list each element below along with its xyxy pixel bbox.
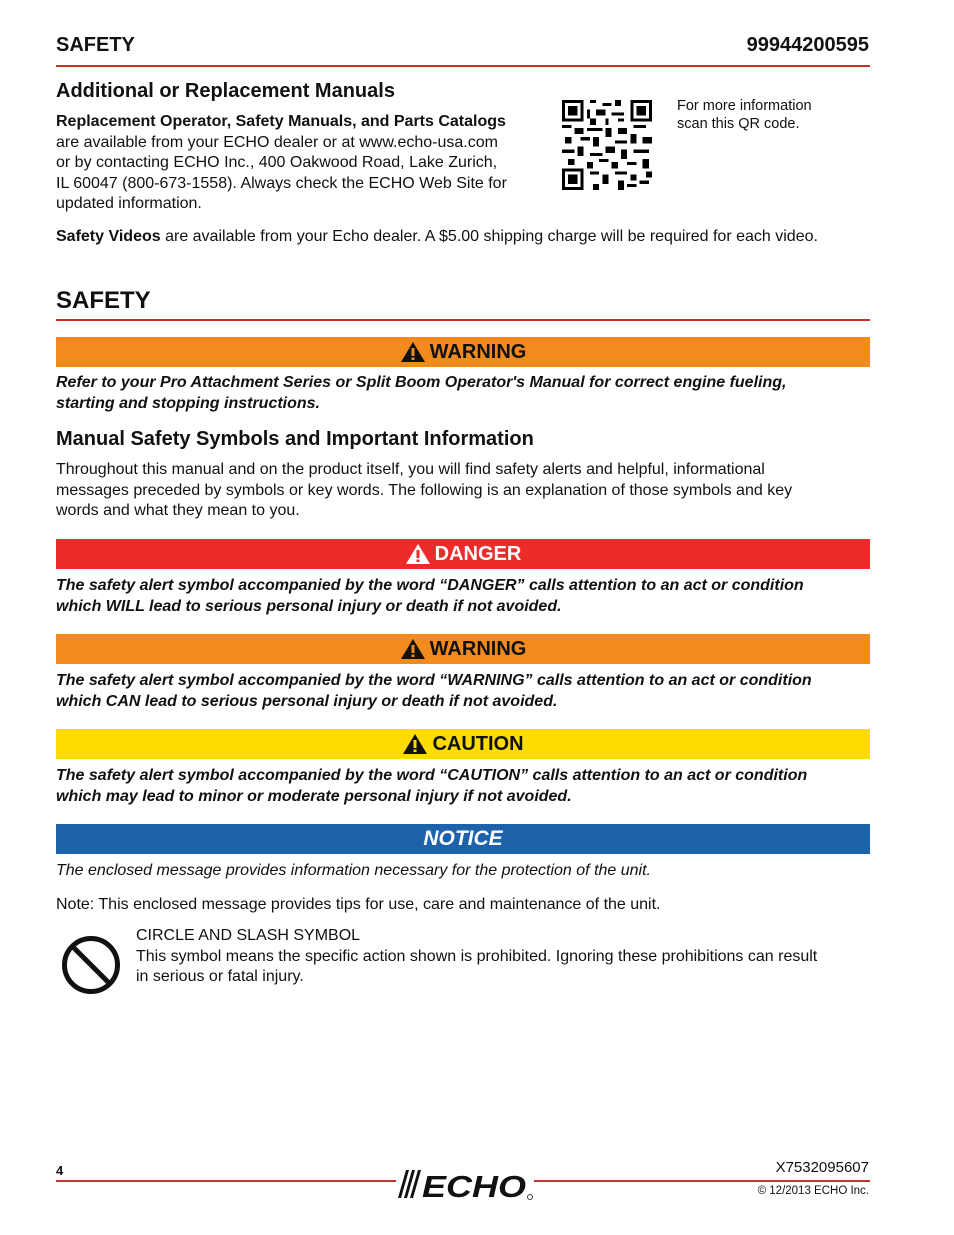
echo-logo — [396, 1166, 536, 1200]
warning-definition-banner — [56, 634, 870, 664]
footer-rule-left — [56, 1180, 396, 1182]
warning-definition-message — [56, 671, 870, 712]
circle-symbol-line: in serious or fatal injury. — [136, 968, 304, 985]
qr-note-line: For more information — [677, 98, 812, 114]
copyright: © 12/2013 ECHO Inc. — [757, 1185, 869, 1197]
page-number: 4 — [56, 1163, 64, 1178]
danger-message-line: which WILL lead to serious personal injury or death if not avoided. — [56, 597, 562, 615]
manuals-line: or by contacting ECHO Inc., 400 Oakwood Road, Lake Zurich, — [56, 154, 498, 171]
warning-banner — [56, 337, 870, 367]
circle-symbol-description — [136, 926, 876, 988]
warning-message-line: Refer to your Pro Attachment Series or Split Boom Operator's Manual for correct engine fueling, — [56, 374, 787, 391]
notice-message: The enclosed message provides information necessary for the protection of the unit. — [56, 862, 651, 879]
qr-note — [677, 97, 847, 133]
danger-message — [56, 576, 870, 617]
manuals-line: IL 60047 (800-673-1558). Always check the ECHO Web Site for — [56, 174, 507, 192]
safety-rule — [56, 319, 870, 321]
qr-code-icon — [562, 100, 652, 190]
symbols-intro — [56, 460, 870, 522]
warning-definition-line: which CAN lead to serious personal injury or death if not avoided. — [56, 692, 558, 710]
safety-videos-paragraph — [56, 227, 870, 248]
caution-label: CAUTION — [432, 732, 524, 755]
manuals-line: updated information. — [56, 195, 202, 212]
echo-logo-text: ECHO — [422, 1169, 526, 1200]
warning-message-line: starting and stopping instructions. — [56, 394, 320, 412]
qr-note-line: scan this QR code. — [677, 116, 800, 132]
danger-banner — [56, 539, 870, 569]
footer-rule-right — [534, 1180, 870, 1182]
manuals-lead: Replacement Operator, Safety Manuals, and Parts Catalogs — [56, 113, 506, 130]
intro-line: Throughout this manual and on the product itself, you will find safety alerts and helpful, informational — [56, 461, 765, 478]
intro-line: words and what they mean to you. — [56, 502, 300, 519]
danger-message-line: The safety alert symbol accompanied by the word “DANGER” calls attention to an act or condition — [56, 577, 804, 594]
note-text: Note: This enclosed message provides tips for use, care and maintenance of the unit. — [56, 896, 661, 913]
notice-banner — [56, 824, 870, 854]
warning-definition-line: The safety alert symbol accompanied by the word “WARNING” calls attention to an act or condition — [56, 672, 812, 689]
notice-label: NOTICE — [423, 827, 503, 850]
safety-videos-lead: Safety Videos — [56, 228, 161, 245]
circle-symbol-line: This symbol means the specific action shown is prohibited. Ignoring these prohibitions can result — [136, 947, 818, 965]
warning-label: WARNING — [429, 340, 527, 363]
warning-definition-label: WARNING — [429, 637, 527, 660]
alert-triangle-icon — [400, 341, 426, 363]
manuals-paragraph — [56, 112, 546, 215]
manuals-line: are available from your ECHO dealer or at www.echo-usa.com — [56, 133, 498, 151]
prohibited-circle-slash-icon — [60, 934, 122, 996]
symbols-heading: Manual Safety Symbols and Important Information — [56, 428, 534, 450]
safety-videos-text: are available from your Echo dealer. A $5.00 shipping charge will be required for each video. — [160, 228, 818, 245]
header-rule — [56, 65, 870, 67]
alert-triangle-icon — [402, 733, 428, 755]
danger-label: DANGER — [434, 542, 522, 565]
caution-banner — [56, 729, 870, 759]
manuals-heading: Additional or Replacement Manuals — [56, 80, 395, 102]
circle-symbol-title: CIRCLE AND SLASH SYMBOL — [136, 927, 361, 944]
intro-line: messages preceded by symbols or key words. The following is an explanation of those symbols and key — [56, 481, 793, 499]
header-section-title: SAFETY — [56, 34, 135, 56]
caution-message-line: which may lead to minor or moderate personal injury if not avoided. — [56, 787, 572, 805]
safety-heading: SAFETY — [56, 287, 151, 314]
alert-triangle-icon — [400, 638, 426, 660]
header-doc-number: 99944200595 — [746, 34, 869, 56]
alert-triangle-icon — [405, 543, 431, 565]
caution-message-line: The safety alert symbol accompanied by the word “CAUTION” calls attention to an act or condition — [56, 767, 808, 784]
warning-message — [56, 373, 870, 414]
part-code: X7532095607 — [775, 1159, 869, 1176]
caution-message — [56, 766, 870, 807]
